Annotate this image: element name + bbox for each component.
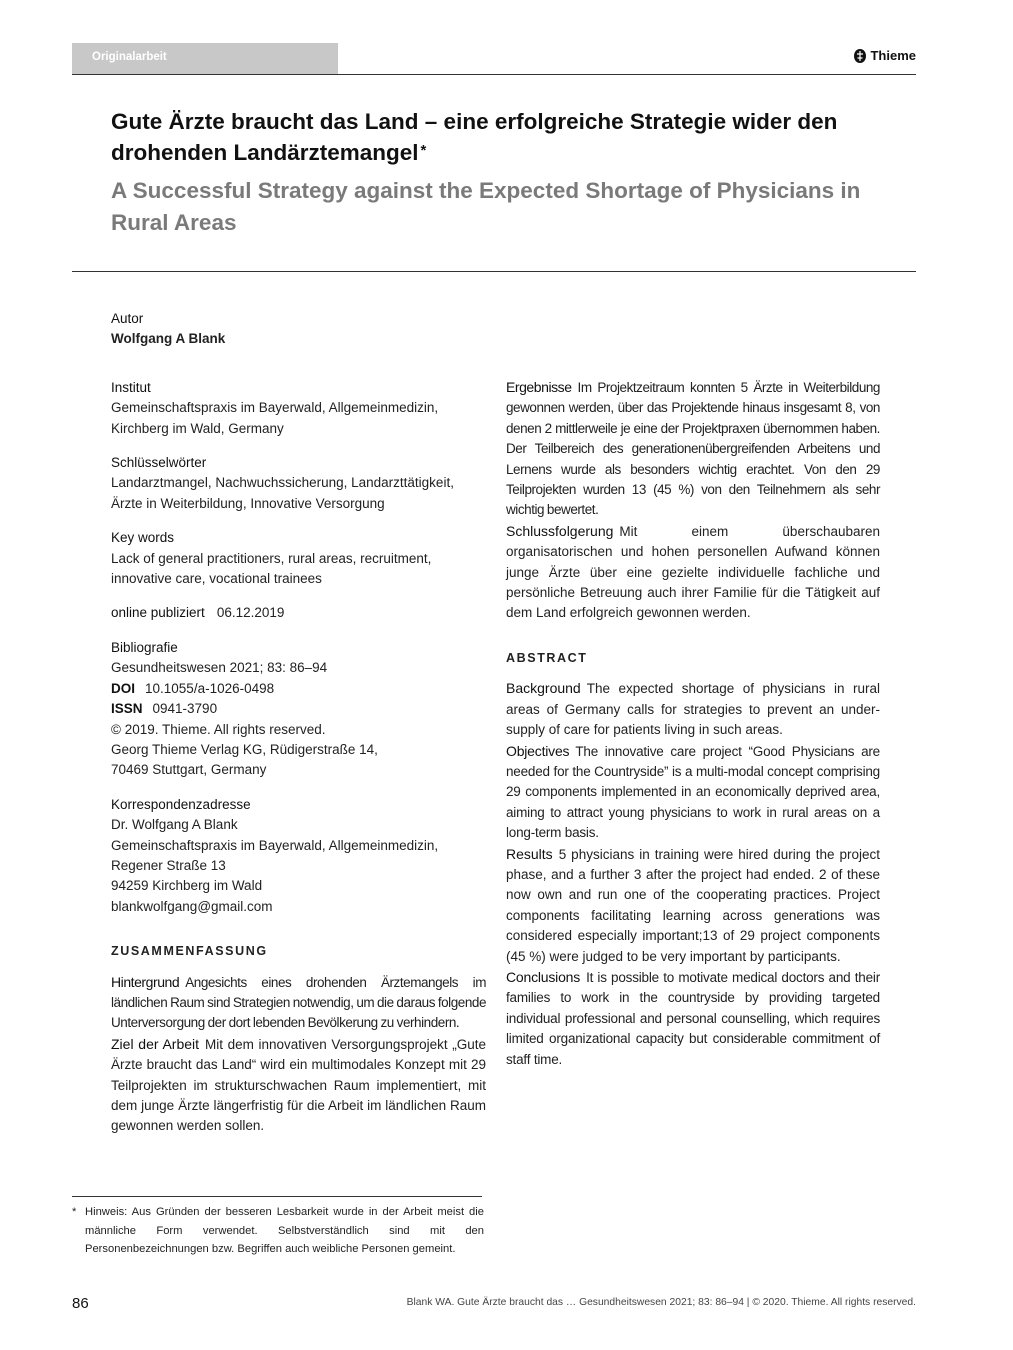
abstract-objectives <box>506 741 880 844</box>
article-type-band <box>72 43 338 74</box>
keywords-en-block <box>111 528 486 589</box>
title-footnote-marker: * <box>420 142 427 159</box>
author-name: Wolfgang A Blank <box>111 331 226 347</box>
ziel-text: Mit dem innovativen Versorgungsprojekt „Gute Ärzte braucht das Land“ wird ein multimodales Konzept mit 29 Teilprojekten im strukturschwachen Raum implementiert, mit dem junge Ärzte längerfristig für die Arbeit im ländlichen Raum gewonnen werden sollen. <box>111 1036 487 1134</box>
thieme-emblem-icon <box>854 49 866 63</box>
correspondence-street: Regener Straße 13 <box>111 857 226 873</box>
issn-label: ISSN <box>111 701 143 717</box>
zusammenfassung-schluss <box>506 521 880 624</box>
header-rule <box>72 74 916 75</box>
zusammenfassung-ziel <box>111 1034 486 1137</box>
correspondence-city: 94259 Kirchberg im Wald <box>111 878 263 894</box>
article-type-label: Originalarbeit <box>92 51 167 63</box>
abstract-heading: ABSTRACT <box>506 650 588 665</box>
objectives-text: The innovative care project “Good Physicians are needed for the Countryside” is a multi-modal concept comprising 29 components implemented in an economically deprived area, aiming to attract young physicians to work in rural areas on a long-term basis. <box>506 743 880 841</box>
bibliography-block <box>111 638 486 781</box>
keywords-en-text: Lack of general practitioners, rural areas, recruitment, innovative care, vocational trainees <box>111 550 432 587</box>
published-date: 06.12.2019 <box>216 605 285 621</box>
author-label: Autor <box>111 311 144 326</box>
footnote-rule <box>72 1196 482 1197</box>
bibliography-publisher: Georg Thieme Verlag KG, Rüdigerstraße 14, <box>111 741 378 757</box>
institute-label: Institut <box>111 379 151 395</box>
objectives-label: Objectives <box>506 742 570 759</box>
correspondence-label: Korrespondenzadresse <box>111 796 251 812</box>
publisher-logo <box>854 48 916 63</box>
correspondence-email[interactable]: blankwolfgang@gmail.com <box>111 898 273 914</box>
zusammenfassung-hintergrund <box>111 972 486 1034</box>
ziel-label: Ziel der Arbeit <box>111 1035 200 1052</box>
keywords-de-block <box>111 453 486 514</box>
zusammenfassung-section <box>111 941 486 1137</box>
correspondence-name: Dr. Wolfgang A Blank <box>111 817 238 833</box>
zusammenfassung-ergebnisse <box>506 377 880 521</box>
conclusions-text: It is possible to motivate medical doctors and their families to work in the countryside by providing targeted individual professional and personal counselling, which requires limited organizational capacity but considerable commitment of staff time. <box>506 969 880 1067</box>
bibliography-copyright: © 2019. Thieme. All rights reserved. <box>111 721 326 737</box>
correspondence-institution: Gemeinschaftspraxis im Bayerwald, Allgemeinmedizin, <box>111 837 439 853</box>
footnote-marker: * <box>72 1206 77 1218</box>
footnote <box>72 1203 484 1259</box>
background-label: Background <box>506 680 581 697</box>
abstract-results <box>506 844 880 967</box>
bibliography-city: 70469 Stuttgart, Germany <box>111 762 267 778</box>
zusammenfassung-heading: ZUSAMMENFASSUNG <box>111 944 268 959</box>
ergebnisse-label: Ergebnisse <box>506 379 572 395</box>
footnote-text: Hinweis: Aus Gründen der besseren Lesbarkeit wurde in der Arbeit meist die männliche Form verwendet. Selbstverständlich sind mit den Personenbezeichnungen bzw. Begriffen auch weibliche Personen gemeint. <box>85 1206 484 1255</box>
right-column <box>506 377 880 1070</box>
keywords-de-label: Schlüsselwörter <box>111 455 207 471</box>
institute-text: Gemeinschaftspraxis im Bayerwald, Allgemeinmedizin, Kirchberg im Wald, Germany <box>111 400 439 436</box>
doi-label: DOI <box>111 680 136 696</box>
schluss-text: Mit einem überschaubaren organisatorischen und hohen personellen Aufwand können junge Ärzte über eine gezielte individuelle fachliche und persönliche Betreuung auch ihrer Familie für die Tätigkeit auf dem Land erfolgreich gewonnen werden. <box>506 523 880 621</box>
title-rule <box>72 271 916 272</box>
author-block <box>111 309 486 350</box>
schluss-label: Schlussfolgerung <box>506 522 614 539</box>
bibliography-journal: Gesundheitswesen 2021; 83: 86–94 <box>111 660 328 676</box>
results-label: Results <box>506 845 553 862</box>
results-text: 5 physicians in training were hired during the project phase, and a further 3 after the project had ended. 2 of these now own and run one of the cooperating practices. Project components facilitating learning across generations was considered especially important;13 of 29 project components (45 %) were judged to be very important by participants. <box>506 846 880 964</box>
abstract-section <box>506 648 880 1070</box>
keywords-de-text: Landarztmangel, Nachwuchssicherung, Landarzttätigkeit, Ärzte in Weiterbildung, Innovative Versorgung <box>111 475 454 511</box>
hintergrund-text: Angesichts eines drohenden Ärztemangels im ländlichen Raum sind Strategien notwendig, um die daraus folgende Unterversorgung der dort lebenden Bevölkerung zu verhindern. <box>111 974 487 1031</box>
page-number: 86 <box>72 1295 89 1312</box>
keywords-en-label: Key words <box>111 530 175 546</box>
footer-citation: Blank WA. Gute Ärzte braucht das … Gesundheitswesen 2021; 83: 86–94 | © 2020. Thieme. All rights reserved. <box>406 1297 916 1308</box>
hintergrund-label: Hintergrund <box>111 973 180 990</box>
published-block <box>111 603 486 623</box>
conclusions-label: Conclusions <box>506 968 581 985</box>
ergebnisse-text: Im Projektzeitraum konnten 5 Ärzte in Weiterbildung gewonnen werden, über das Projektende hinaus insgesamt 8, von denen 2 mittlerweile je eine der Projektpraxen übernommen haben. Der Teilbereich des generationenübergreifenden Arbeitens und Lernens wurde als besonders wichtig erachtet. Von den 29 Teilprojekten wurden 13 (45 %) von den Teilnehmern als sehr wichtig bewertet. <box>506 380 880 518</box>
doi-value[interactable]: 10.1055/a-1026-0498 <box>145 680 275 696</box>
title-german: Gute Ärzte braucht das Land – eine erfolgreiche Strategie wider den drohenden Landärztemangel * <box>111 109 838 165</box>
left-column <box>111 309 486 1137</box>
background-text: The expected shortage of physicians in rural areas of Germany calls for strategies to prevent an under-supply of care for patients living in such areas. <box>506 681 880 738</box>
publisher-name: Thieme <box>870 48 916 63</box>
bibliography-label: Bibliografie <box>111 639 178 655</box>
abstract-background <box>506 678 880 740</box>
abstract-conclusions <box>506 967 880 1070</box>
issn-value: 0941-3790 <box>152 701 218 717</box>
correspondence-block <box>111 795 486 917</box>
title-english: A Successful Strategy against the Expected Shortage of Physicians in Rural Areas <box>111 178 861 235</box>
published-label: online publiziert <box>111 605 205 621</box>
institute-block <box>111 378 486 439</box>
